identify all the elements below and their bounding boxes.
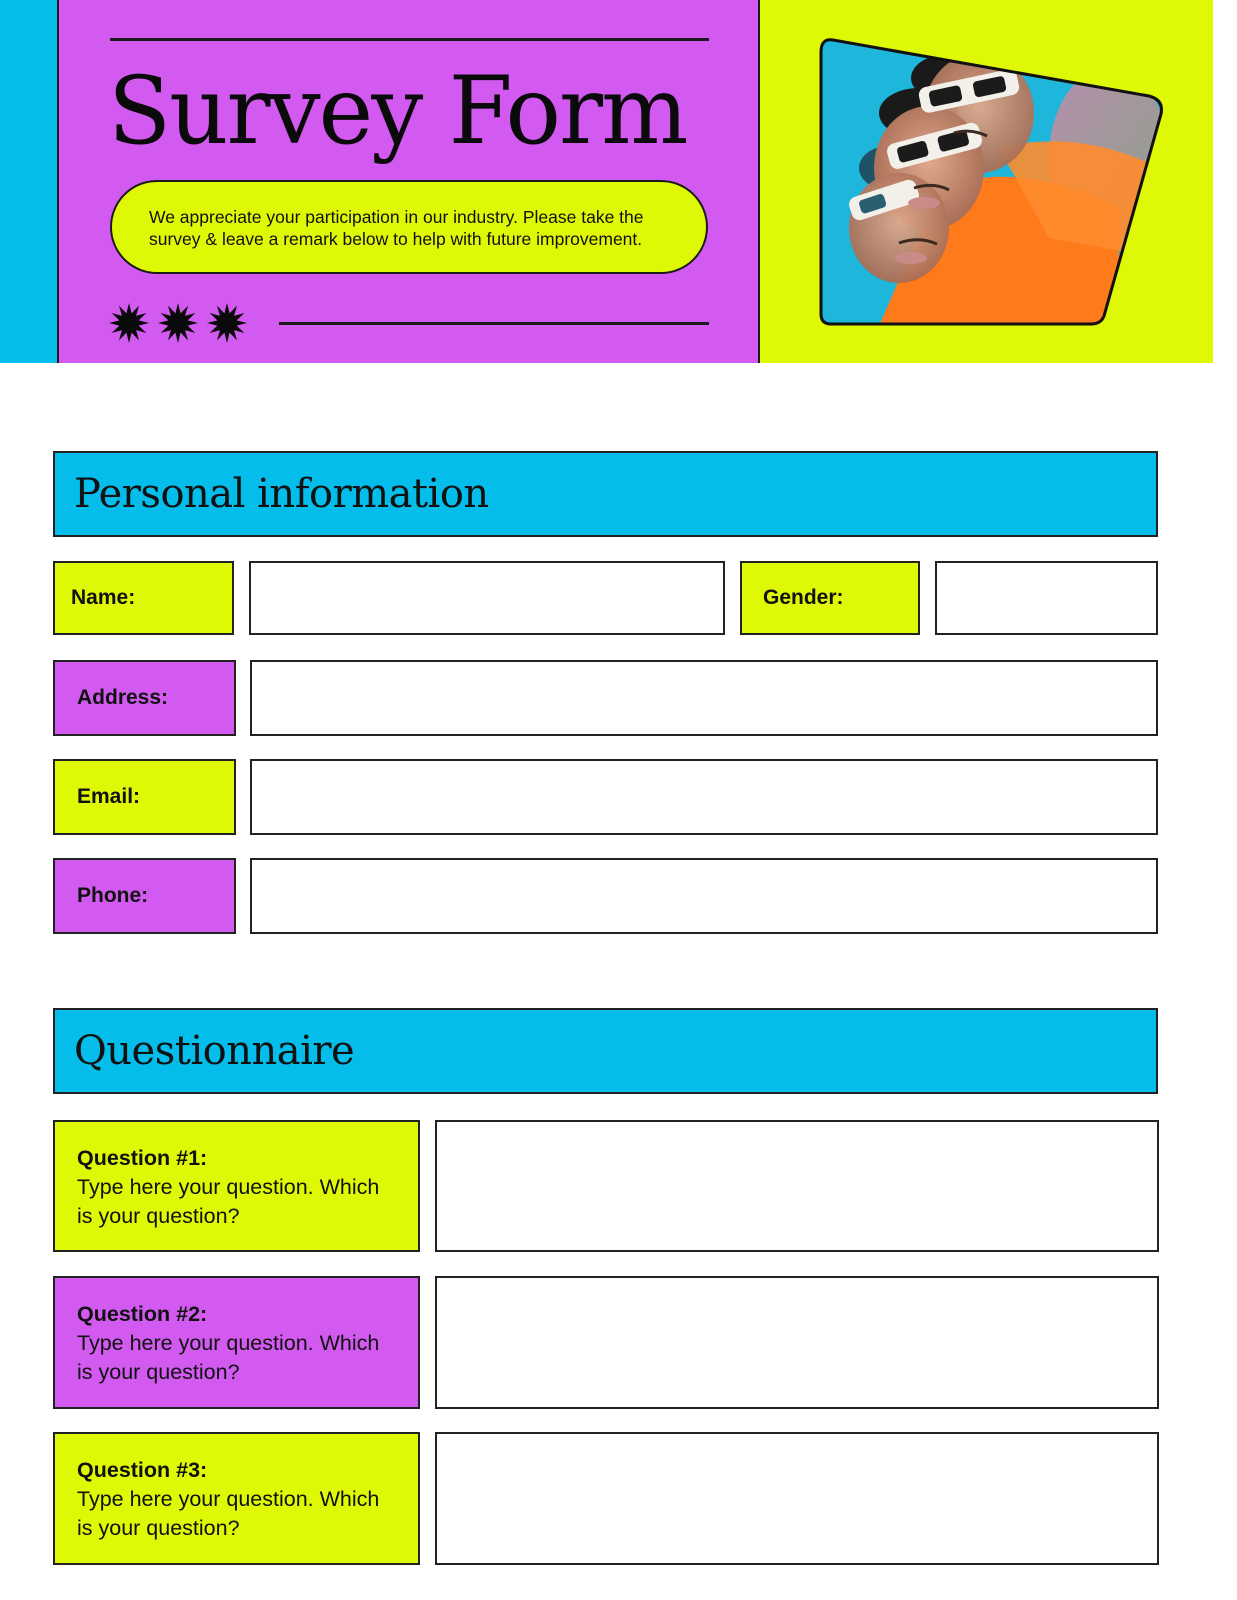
question-3-label: [53, 1432, 420, 1565]
email-label-text: Email:: [77, 785, 141, 808]
gender-label: [740, 561, 920, 635]
starburst-icon: [206, 302, 248, 344]
questionnaire-heading: Questionnaire: [74, 1028, 355, 1074]
question-2-title: Question #2:: [77, 1302, 208, 1326]
header-divider-bottom: [279, 322, 709, 325]
question-3-title: Question #3:: [77, 1458, 208, 1482]
name-label-text: Name:: [71, 586, 136, 609]
question-3-text: Type here your question. Which is your question?: [77, 1487, 380, 1540]
starburst-icon: [108, 302, 150, 344]
email-field[interactable]: [250, 759, 1158, 835]
question-1-title: Question #1:: [77, 1146, 208, 1170]
intro-text: We appreciate your participation in our industry. Please take the survey & leave a remark below to help with future improvement.: [110, 180, 708, 274]
name-label: [53, 561, 234, 635]
personal-info-header: [53, 451, 1158, 537]
question-2-answer-field[interactable]: [435, 1276, 1159, 1409]
email-label: [53, 759, 236, 835]
starburst-icon: [157, 302, 199, 344]
header-photo: [819, 38, 1164, 326]
gender-label-text: Gender:: [763, 586, 844, 609]
question-2-label: [53, 1276, 420, 1409]
page-title: Survey Form: [108, 57, 687, 166]
starburst-decoration: [108, 302, 248, 344]
question-1-label: [53, 1120, 420, 1252]
address-label-text: Address:: [77, 686, 169, 709]
address-field[interactable]: [250, 660, 1158, 736]
personal-info-heading: Personal information: [74, 471, 489, 517]
question-2-text: Type here your question. Which is your question?: [77, 1331, 380, 1384]
header-cyan-strip: [0, 0, 58, 363]
phone-label-text: Phone:: [77, 884, 149, 907]
question-1-answer-field[interactable]: [435, 1120, 1159, 1252]
address-label: [53, 660, 236, 736]
questionnaire-header: [53, 1008, 1158, 1094]
question-3-answer-field[interactable]: [435, 1432, 1159, 1565]
name-field[interactable]: [249, 561, 725, 635]
header-divider-top: [110, 38, 709, 41]
question-1-text: Type here your question. Which is your question?: [77, 1175, 380, 1228]
phone-field[interactable]: [250, 858, 1158, 934]
phone-label: [53, 858, 236, 934]
gender-field[interactable]: [935, 561, 1158, 635]
